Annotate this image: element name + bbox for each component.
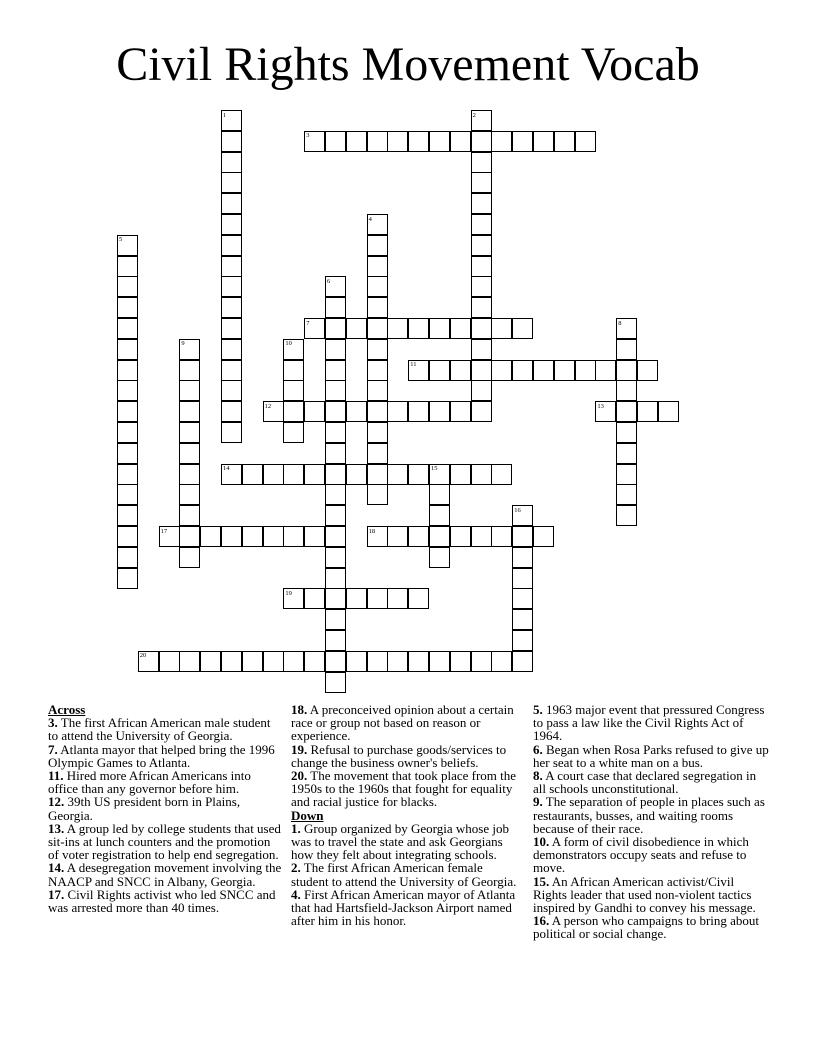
clue-text: 39th US president born in Plains, Georgia. [48, 794, 241, 823]
grid-cell[interactable] [179, 484, 200, 505]
grid-cell[interactable] [346, 588, 367, 609]
across-clue-list [48, 716, 283, 914]
grid-cell[interactable] [283, 380, 304, 401]
grid-cell[interactable] [367, 360, 388, 381]
grid-cell[interactable] [450, 318, 471, 339]
grid-cell[interactable] [325, 464, 346, 485]
clue-number-label: 10 [285, 340, 292, 348]
grid-cell[interactable] [408, 464, 429, 485]
grid-cell[interactable] [387, 464, 408, 485]
grid-cell[interactable] [512, 360, 533, 381]
grid-cell[interactable] [304, 401, 325, 422]
grid-cell[interactable] [429, 526, 450, 547]
grid-cell[interactable] [429, 651, 450, 672]
grid-cell[interactable] [117, 422, 138, 443]
clue-text: Began when Rosa Parks refused to give up her seat to a white man on a bus. [533, 741, 769, 770]
clue-number-label: 20 [139, 652, 147, 660]
grid-cell[interactable] [159, 651, 180, 672]
grid-cell[interactable] [179, 651, 200, 672]
clue-number: 12. [48, 794, 65, 810]
clue-text: A preconceived opinion about a certain race or group not based on reason or experience. [291, 702, 514, 744]
grid-cell[interactable] [491, 131, 512, 152]
grid-cell[interactable] [221, 256, 242, 277]
grid-cell[interactable] [325, 339, 346, 360]
grid-cell[interactable] [512, 568, 533, 589]
grid-cell[interactable] [471, 360, 492, 381]
grid-cell[interactable] [325, 505, 346, 526]
clue-item [48, 743, 283, 769]
grid-cell[interactable] [616, 464, 637, 485]
grid-cell[interactable] [325, 422, 346, 443]
grid-cell[interactable] [595, 360, 616, 381]
grid-cell[interactable] [325, 443, 346, 464]
grid-cell[interactable] [658, 401, 679, 422]
clue-item [48, 861, 283, 887]
clue-item [533, 835, 769, 875]
grid-cell[interactable] [471, 526, 492, 547]
grid-cell[interactable] [491, 360, 512, 381]
clue-number: 19. [291, 741, 308, 757]
clue-item [533, 795, 769, 835]
grid-cell[interactable] [221, 526, 242, 547]
grid-cell[interactable] [117, 484, 138, 505]
grid-cell[interactable] [367, 318, 388, 339]
grid-cell[interactable] [117, 464, 138, 485]
grid-cell[interactable] [616, 443, 637, 464]
grid-cell[interactable] [221, 380, 242, 401]
grid-cell[interactable] [325, 401, 346, 422]
down-clue-list-continued [533, 703, 769, 941]
grid-cell[interactable] [325, 297, 346, 318]
grid-cell[interactable] [491, 651, 512, 672]
clue-text: The first African American male student to attend the University of Georgia. [48, 715, 271, 744]
clue-number-label: 16 [514, 506, 521, 514]
grid-cell[interactable] [325, 484, 346, 505]
clue-item [48, 822, 283, 862]
grid-cell[interactable] [471, 193, 492, 214]
grid-cell[interactable] [533, 360, 554, 381]
grid-cell[interactable] [263, 526, 284, 547]
grid-cell[interactable] [117, 318, 138, 339]
grid-cell[interactable] [367, 401, 388, 422]
grid-cell[interactable] [367, 256, 388, 277]
clue-item [48, 769, 283, 795]
clue-number-label: 6 [327, 277, 331, 285]
grid-cell[interactable] [283, 401, 304, 422]
clue-number-label: 17 [160, 527, 168, 535]
clue-text: The movement that took place from the 1950s to the 1960s that fought for equality and racial justice for blacks. [291, 768, 517, 810]
clue-item [48, 795, 283, 821]
grid-cell[interactable] [408, 651, 429, 672]
clue-item [533, 769, 769, 795]
down-clue-list [291, 822, 523, 928]
grid-cell[interactable] [325, 360, 346, 381]
clue-number: 8. [533, 768, 543, 784]
grid-cell[interactable] [200, 651, 221, 672]
grid-cell[interactable] [283, 464, 304, 485]
grid-cell[interactable] [367, 380, 388, 401]
grid-cell[interactable] [512, 651, 533, 672]
grid-cell[interactable] [616, 505, 637, 526]
grid-cell[interactable] [512, 547, 533, 568]
clue-number: 15. [533, 873, 550, 889]
grid-cell[interactable] [616, 484, 637, 505]
clue-number: 11. [48, 768, 64, 784]
grid-cell[interactable] [616, 422, 637, 443]
grid-cell[interactable] [179, 422, 200, 443]
grid-cell[interactable] [117, 276, 138, 297]
grid-cell[interactable] [346, 651, 367, 672]
grid-cell[interactable] [387, 318, 408, 339]
grid-cell[interactable] [491, 318, 512, 339]
clue-text: 1963 major event that pressured Congress to pass a law like the Civil Rights Act of 1964. [533, 702, 765, 744]
grid-cell[interactable] [346, 464, 367, 485]
grid-cell[interactable] [117, 339, 138, 360]
clue-number: 14. [48, 860, 65, 876]
grid-cell[interactable] [471, 651, 492, 672]
grid-cell[interactable] [117, 256, 138, 277]
grid-cell[interactable] [471, 297, 492, 318]
grid-cell[interactable] [367, 131, 388, 152]
puzzle-title: Civil Rights Movement Vocab [116, 38, 700, 91]
clue-number: 2. [291, 860, 301, 876]
grid-cell[interactable] [200, 526, 221, 547]
clue-item [48, 888, 283, 914]
grid-cell[interactable] [450, 526, 471, 547]
grid-cell[interactable] [367, 651, 388, 672]
clue-text: Group organized by Georgia whose job was to travel the state and ask Georgians how they felt about integrating schools. [291, 820, 509, 863]
clue-number: 18. [291, 702, 308, 717]
clue-text: Refusal to purchase goods/services to change the business owner's beliefs. [291, 741, 507, 770]
grid-cell[interactable] [263, 464, 284, 485]
down-heading: Down [291, 807, 324, 823]
clue-text: The first African American female student to attend the University of Georgia. [291, 860, 517, 889]
grid-cell[interactable] [325, 131, 346, 152]
grid-cell[interactable] [346, 131, 367, 152]
grid-cell[interactable] [221, 152, 242, 173]
clue-item [48, 716, 283, 742]
clue-number: 1. [291, 820, 301, 836]
grid-cell[interactable] [471, 276, 492, 297]
clue-item [533, 743, 769, 769]
clue-number-label: 19 [285, 589, 292, 597]
grid-cell[interactable] [575, 360, 596, 381]
grid-cell[interactable] [387, 588, 408, 609]
clue-text: Civil Rights activist who led SNCC and was arrested more than 40 times. [48, 886, 276, 916]
clue-number-label: 4 [368, 215, 372, 223]
grid-cell[interactable] [429, 401, 450, 422]
clue-number: 10. [533, 834, 550, 850]
grid-cell[interactable] [242, 526, 263, 547]
grid-cell[interactable] [367, 422, 388, 443]
clue-number: 7. [48, 741, 58, 757]
grid-cell[interactable] [283, 651, 304, 672]
grid-cell[interactable] [179, 547, 200, 568]
grid-cell[interactable] [179, 505, 200, 526]
grid-cell[interactable] [325, 526, 346, 547]
clue-item [291, 769, 523, 809]
grid-cell[interactable] [304, 464, 325, 485]
grid-cell[interactable] [179, 443, 200, 464]
clue-number-label: 18 [368, 527, 376, 535]
clue-item [291, 743, 523, 769]
clue-number: 13. [48, 820, 65, 836]
clue-item [533, 875, 769, 915]
grid-cell[interactable] [408, 526, 429, 547]
clue-item [291, 822, 523, 862]
grid-cell[interactable] [471, 152, 492, 173]
grid-cell[interactable] [408, 131, 429, 152]
clue-text: A court case that declared segregation in all schools unconstitutional. [533, 768, 757, 797]
clue-number: 20. [291, 768, 308, 784]
grid-cell[interactable] [325, 630, 346, 651]
clue-number-label: 3 [306, 132, 310, 140]
clue-number-label: 8 [618, 319, 622, 327]
grid-cell[interactable] [575, 131, 596, 152]
clue-text: A group led by college students that used sit-ins at lunch counters and the promotion of voter registration to help end segregation. [48, 820, 281, 863]
grid-cell[interactable] [429, 484, 450, 505]
grid-cell[interactable] [367, 276, 388, 297]
grid-cell[interactable] [179, 464, 200, 485]
clue-number-label: 12 [264, 402, 272, 410]
clues-column-1 [48, 703, 283, 914]
clue-number-label: 1 [223, 111, 227, 119]
clue-text: Hired more African Americans into office than any governor before him. [48, 768, 251, 797]
clue-text: The separation of people in places such as restaurants, busses, and waiting rooms because of their race. [533, 794, 765, 836]
clue-item [533, 914, 769, 940]
grid-cell[interactable] [221, 318, 242, 339]
grid-cell[interactable] [471, 464, 492, 485]
grid-cell[interactable] [533, 526, 554, 547]
clue-number: 9. [533, 794, 543, 810]
grid-cell[interactable] [242, 651, 263, 672]
grid-cell[interactable] [117, 547, 138, 568]
clue-number-label: 7 [306, 319, 310, 327]
clue-text: A desegregation movement involving the NAACP and SNCC in Albany, Georgia. [48, 860, 282, 889]
grid-cell[interactable] [471, 339, 492, 360]
grid-cell[interactable] [512, 630, 533, 651]
grid-cell[interactable] [387, 131, 408, 152]
clue-number: 4. [291, 886, 301, 902]
grid-cell[interactable] [637, 360, 658, 381]
grid-cell[interactable] [367, 443, 388, 464]
grid-cell[interactable] [429, 505, 450, 526]
grid-cell[interactable] [325, 672, 346, 693]
clue-number: 6. [533, 741, 543, 757]
grid-cell[interactable] [221, 401, 242, 422]
grid-cell[interactable] [471, 401, 492, 422]
grid-cell[interactable] [117, 526, 138, 547]
clue-number-label: 15 [431, 465, 438, 473]
grid-cell[interactable] [179, 360, 200, 381]
grid-cell[interactable] [283, 422, 304, 443]
grid-cell[interactable] [179, 380, 200, 401]
grid-cell[interactable] [367, 484, 388, 505]
grid-cell[interactable] [221, 214, 242, 235]
grid-cell[interactable] [408, 588, 429, 609]
clue-item [291, 703, 523, 743]
clue-number: 16. [533, 913, 550, 929]
clue-number-label: 9 [181, 340, 185, 348]
grid-cell[interactable] [367, 464, 388, 485]
grid-cell[interactable] [117, 297, 138, 318]
grid-cell[interactable] [117, 505, 138, 526]
grid-cell[interactable] [533, 131, 554, 152]
grid-cell[interactable] [512, 318, 533, 339]
grid-cell[interactable] [117, 443, 138, 464]
grid-cell[interactable] [179, 401, 200, 422]
across-heading: Across [48, 702, 86, 717]
grid-cell[interactable] [325, 547, 346, 568]
clue-item [533, 703, 769, 743]
grid-cell[interactable] [221, 276, 242, 297]
grid-cell[interactable] [117, 568, 138, 589]
grid-cell[interactable] [450, 651, 471, 672]
grid-cell[interactable] [325, 609, 346, 630]
grid-cell[interactable] [429, 360, 450, 381]
grid-cell[interactable] [637, 401, 658, 422]
grid-cell[interactable] [221, 235, 242, 256]
grid-cell[interactable] [512, 609, 533, 630]
grid-cell[interactable] [117, 360, 138, 381]
clue-number-label: 11 [410, 361, 417, 369]
grid-cell[interactable] [367, 297, 388, 318]
clue-number: 3. [48, 715, 58, 731]
grid-cell[interactable] [512, 588, 533, 609]
grid-cell[interactable] [616, 360, 637, 381]
grid-cell[interactable] [242, 464, 263, 485]
across-clue-list-continued [291, 703, 523, 809]
grid-cell[interactable] [491, 464, 512, 485]
grid-cell[interactable] [179, 526, 200, 547]
clue-number: 5. [533, 702, 543, 717]
clue-number-label: 2 [472, 111, 476, 119]
grid-cell[interactable] [221, 651, 242, 672]
grid-cell[interactable] [117, 401, 138, 422]
grid-cell[interactable] [471, 380, 492, 401]
clue-text: An African American activist/Civil Rights leader that used non-violent tactics inspired by Gandhi to convey his message. [533, 873, 756, 916]
grid-cell[interactable] [450, 360, 471, 381]
grid-cell[interactable] [221, 339, 242, 360]
grid-cell[interactable] [325, 651, 346, 672]
clue-item [291, 861, 523, 887]
clue-item [291, 888, 523, 928]
grid-cell[interactable] [221, 360, 242, 381]
grid-cell[interactable] [367, 339, 388, 360]
grid-cell[interactable] [346, 401, 367, 422]
clues-column-3 [533, 703, 769, 941]
grid-cell[interactable] [283, 526, 304, 547]
grid-cell[interactable] [471, 256, 492, 277]
clue-text: A person who campaigns to bring about political or social change. [533, 913, 760, 942]
grid-cell[interactable] [616, 401, 637, 422]
grid-cell[interactable] [554, 360, 575, 381]
clue-number-label: 14 [223, 465, 230, 473]
grid-cell[interactable] [408, 318, 429, 339]
grid-cell[interactable] [325, 380, 346, 401]
grid-cell[interactable] [346, 318, 367, 339]
grid-cell[interactable] [429, 547, 450, 568]
clue-number: 17. [48, 886, 65, 902]
grid-cell[interactable] [263, 651, 284, 672]
grid-cell[interactable] [512, 131, 533, 152]
grid-cell[interactable] [450, 131, 471, 152]
clues-column-2 [291, 703, 523, 927]
grid-cell[interactable] [491, 526, 512, 547]
grid-cell[interactable] [325, 318, 346, 339]
grid-cell[interactable] [471, 131, 492, 152]
grid-cell[interactable] [429, 318, 450, 339]
grid-cell[interactable] [221, 172, 242, 193]
grid-cell[interactable] [471, 235, 492, 256]
clue-number-label: 5 [119, 236, 123, 244]
grid-cell[interactable] [221, 193, 242, 214]
clue-text: A form of civil disobedience in which demonstrators occupy seats and refuse to move. [533, 834, 749, 876]
grid-cell[interactable] [387, 526, 408, 547]
grid-cell[interactable] [304, 588, 325, 609]
grid-cell[interactable] [616, 339, 637, 360]
grid-cell[interactable] [221, 297, 242, 318]
grid-cell[interactable] [408, 401, 429, 422]
grid-cell[interactable] [387, 651, 408, 672]
grid-cell[interactable] [325, 568, 346, 589]
clue-number-label: 13 [597, 402, 604, 410]
clue-text: Atlanta mayor that helped bring the 1996 Olympic Games to Atlanta. [48, 741, 275, 770]
grid-cell[interactable] [554, 131, 575, 152]
grid-cell[interactable] [616, 380, 637, 401]
clue-text: First African American mayor of Atlanta that had Hartsfield-Jackson Airport named after him in his honor. [291, 886, 516, 929]
grid-cell[interactable] [117, 380, 138, 401]
grid-cell[interactable] [221, 422, 242, 443]
grid-cell[interactable] [367, 588, 388, 609]
grid-cell[interactable] [283, 360, 304, 381]
grid-cell[interactable] [325, 588, 346, 609]
grid-cell[interactable] [471, 318, 492, 339]
grid-cell[interactable] [450, 464, 471, 485]
grid-cell[interactable] [450, 401, 471, 422]
grid-cell[interactable] [304, 651, 325, 672]
grid-cell[interactable] [221, 131, 242, 152]
grid-cell[interactable] [471, 214, 492, 235]
grid-cell[interactable] [387, 401, 408, 422]
grid-cell[interactable] [304, 526, 325, 547]
grid-cell[interactable] [367, 235, 388, 256]
grid-cell[interactable] [429, 131, 450, 152]
grid-cell[interactable] [512, 526, 533, 547]
grid-cell[interactable] [471, 172, 492, 193]
